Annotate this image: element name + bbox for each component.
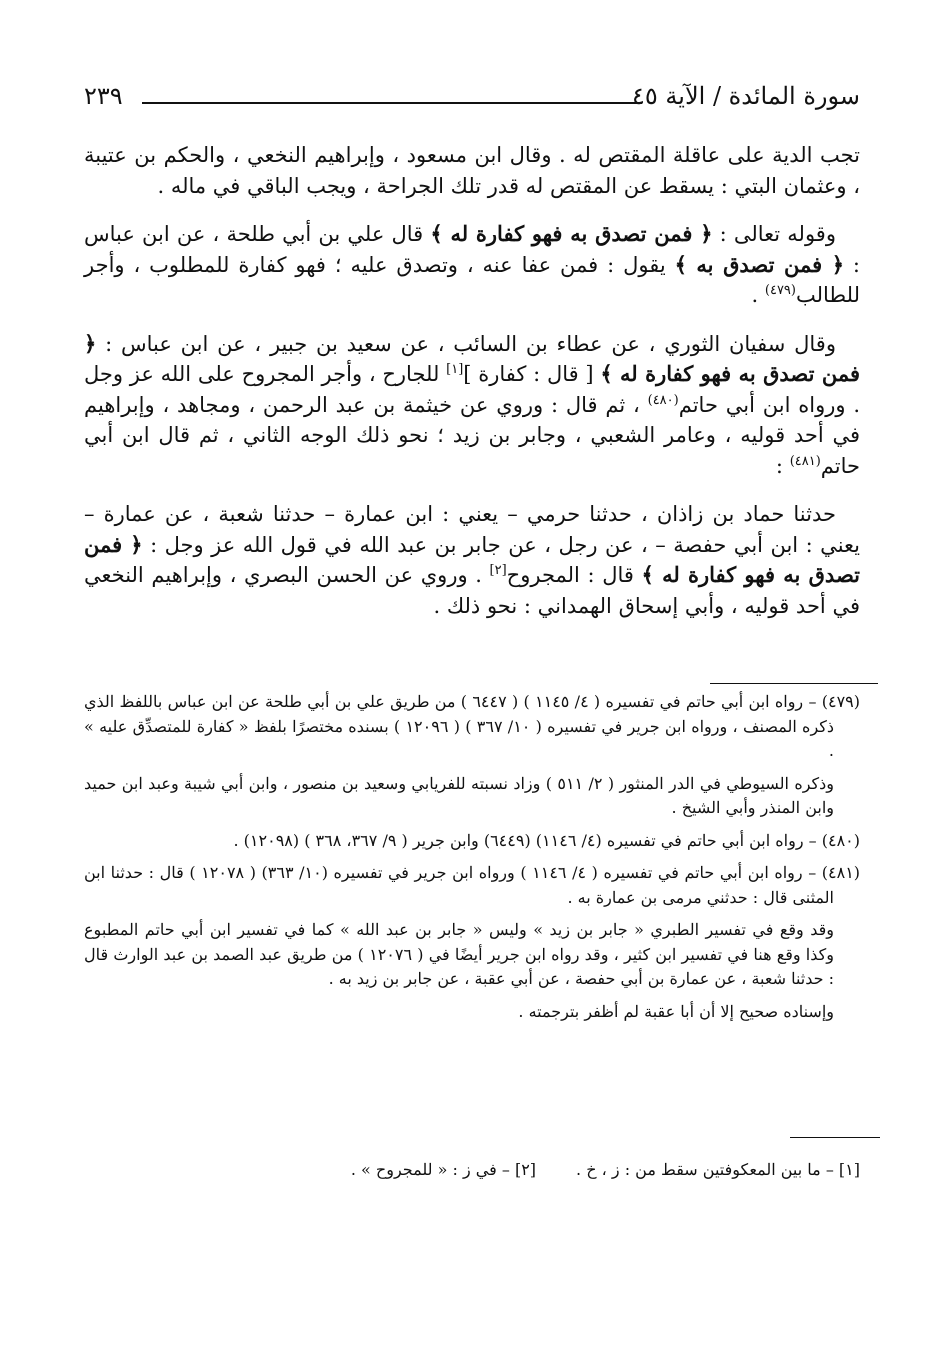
- quran-verse: ﴿ فمن تصدق به فهو كفارة له ﴾: [84, 531, 860, 587]
- paragraph-2: [84, 219, 860, 311]
- p4-text-c: . وروي عن الحسن البصري ، وإبراهيم النخعي في أحد قوليه ، وأبي إسحاق الهمداني : نحو ذلك .: [84, 563, 860, 618]
- apparatus-note-2: [٢] – في ز : « للمجروح » .: [350, 1160, 537, 1179]
- paragraph-3: [84, 329, 860, 482]
- footnote-481-note: وإسناده صحيح إلا أن أبا عقبة لم أظفر بترجمته .: [518, 1001, 834, 1021]
- quran-verse: ﴿ فمن تصدق به ﴾: [674, 251, 844, 277]
- paragraph-1: تجب الدية على عاقلة المقتص له . وقال ابن مسعود ، وإبراهيم النخعي ، والحكم بن عتيبة ، وعثمان البتي : يسقط عن المقتص له قدر تلك الجراحة ، ويجب الباقي في ماله .: [84, 143, 860, 198]
- page-number: ٢٣٩: [84, 82, 123, 110]
- footnote-480: (٤٨٠) – رواه ابن أبي حاتم في تفسيره (٤/ ١١٤٦) (٦٤٤٩) وابن جرير ( ٩/ ٣٦٧، ٣٦٨ ) (١٢٠٩٨) .: [233, 830, 860, 850]
- p2-text-b: قال علي بن أبي طلحة ، عن ابن عباس :: [84, 222, 860, 277]
- p4-text-a: حدثنا حماد بن زاذان ، حدثنا حرمي – يعني : ابن عمارة – حدثنا شعبة ، عن عمارة – يعني : ابن أبي حفصة – ، عن رجل ، عن جابر بن عبد الله في قول الله عز وجل :: [84, 502, 861, 557]
- page-header: [84, 82, 860, 118]
- footnote-separator: [710, 683, 878, 684]
- p3-text-c: للجارح ، وأجر المجروح على الله عز وجل . ورواه ابن أبي حاتم: [84, 362, 860, 417]
- p2-text-c: يقول : فمن عفا عنه ، وتصدق عليه ؛ فهو كفارة للمطلوب ، وأجر للطالب: [84, 252, 860, 307]
- apparatus-note-1: [١] – ما بين المعكوفتين سقط من : ز ، خ .: [576, 1160, 860, 1179]
- paragraph-4: [84, 499, 860, 621]
- footnotes: [84, 690, 860, 1032]
- p2-text-a: وقوله تعالى :: [712, 222, 836, 246]
- main-text: [84, 140, 860, 639]
- apparatus-separator: [790, 1137, 880, 1138]
- footnote-ref-479[interactable]: (٤٧٩): [764, 283, 796, 298]
- header-rule: [142, 102, 642, 104]
- footnote-ref-481[interactable]: (٤٨١): [789, 453, 821, 469]
- running-title: سورة المائدة / الآية ٤٥: [632, 82, 860, 110]
- quran-verse: ﴿ فمن تصدق به فهو كفارة له ﴾: [84, 330, 860, 386]
- apparatus-ref-2[interactable]: [٢]: [489, 563, 507, 578]
- footnote-ref-480[interactable]: (٤٨٠): [647, 392, 679, 408]
- footnote-481-continuation: وقد وقع في تفسير الطبري « جابر بن زيد » وليس « جابر بن عبد الله » كما في تفسير ابن أبي حاتم المطبوع وكذا وقع هنا في تفسير ابن كثير ، وقد رواه ابن جرير أيضًا في ( ١٢٠٧٦ ) من طريق عبد الصمد بن عبد الوارث قال : حدثنا شعبة ، عن عمارة بن أبي حفصة ، عن أبي عقبة ، عن جابر بن زيد به .: [84, 920, 834, 988]
- p3-text-d: ، ثم قال : وروي عن خيثمة بن عبد الرحمن ، ومجاهد ، وإبراهيم في أحد قوليه ، وعامر الشعبي ، وجابر بن زيد ؛ نحو ذلك الوجه الثاني ، ثم قال ابن أبي حاتم: [84, 392, 860, 478]
- critical-apparatus: [160, 1158, 860, 1182]
- footnote-479-continuation: وذكره السيوطي في الدر المنثور ( ٢/ ٥١١ ) وزاد نسبته للفريابي وسعيد بن منصور ، وابن أبي شيبة وعبد ابن حميد وابن المنذر وأبي الشيخ .: [84, 773, 835, 817]
- p4-text-b: قال : المجروح: [506, 563, 642, 587]
- p3-text-e: :: [775, 453, 790, 478]
- quran-verse: ﴿ فمن تصدق به فهو كفارة له ﴾: [430, 221, 713, 246]
- footnote-481: (٤٨١) – رواه ابن أبي حاتم في تفسيره ( ٤/ ١١٤٦ ) ورواه ابن جرير في تفسيره (١٠/ ٣٦٣) ( ١٢٠٧٨ ) قال : حدثنا ابن المثنى قال : حدثني مرمى بن عمارة به .: [84, 863, 861, 907]
- footnote-479: (٤٧٩) – رواه ابن أبي حاتم في تفسيره ( ٤/ ١١٤٥ ) ( ٦٤٤٧ ) من طريق علي بن أبي طلحة عن ابن عباس باللفظ الذي ذكره المصنف ، ورواه ابن جرير في تفسيره ( ١٠/ ٣٦٧ ) ( ١٢٠٩٦ ) بسنده مختصرًا بلفظ « كفارة للمتصدِّق عليه » .: [84, 692, 860, 760]
- p2-text-end: .: [751, 283, 765, 307]
- apparatus-ref-1[interactable]: [١]: [446, 362, 464, 377]
- p3-text-b: [ قال : كفارة ]: [463, 362, 601, 386]
- p3-text-a: وقال سفيان الثوري ، عن عطاء بن السائب ، عن سعيد بن جبير ، عن ابن عباس :: [96, 331, 836, 356]
